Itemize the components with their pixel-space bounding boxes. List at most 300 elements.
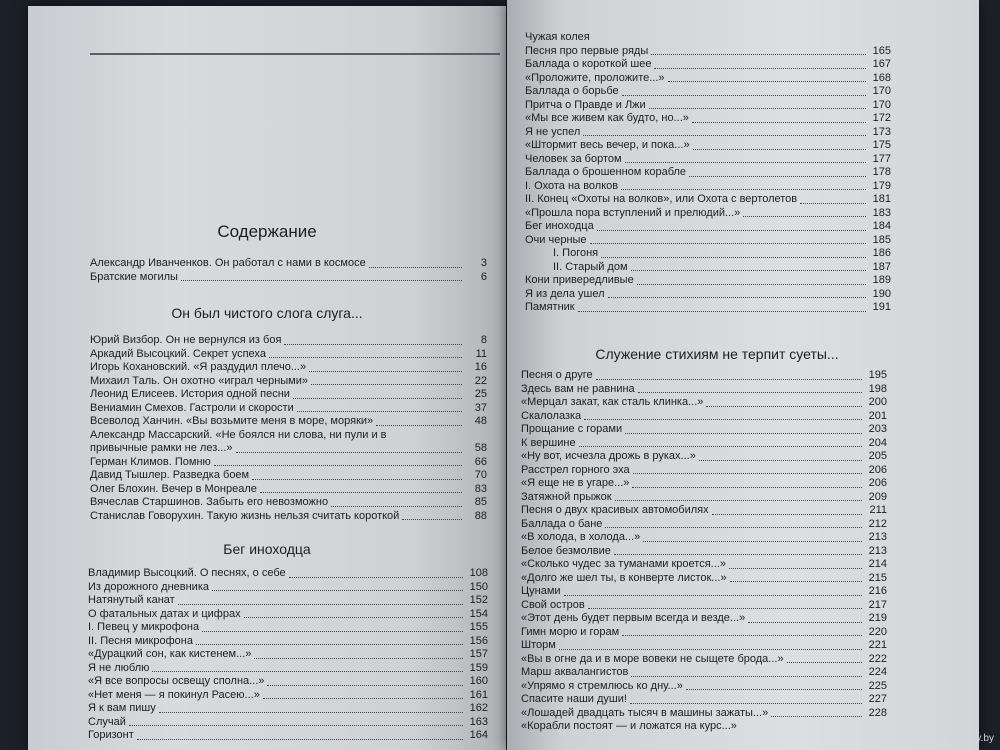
dot-leader <box>252 479 462 480</box>
toc-entry-page: 221 <box>868 639 887 651</box>
toc-entry <box>90 469 487 483</box>
toc-entry-page: 205 <box>868 450 887 462</box>
toc-entry-title: «Мерцал закат, как сталь клинка...» <box>521 396 704 408</box>
toc-entry-title: Баллада о брошенном корабле <box>525 166 687 178</box>
toc-entry <box>90 496 487 510</box>
toc-entry-title: Случай <box>88 715 126 728</box>
toc-entry <box>521 639 887 653</box>
toc-entry <box>521 410 887 424</box>
toc-entry <box>88 675 488 689</box>
toc-entry <box>521 545 887 559</box>
toc-entry-page: 48 <box>474 415 487 427</box>
toc-entry <box>525 139 891 153</box>
contents-title: Содержание <box>217 222 317 241</box>
dot-leader <box>730 581 862 582</box>
toc-entry-title: Натянутый канат <box>88 594 175 606</box>
dot-leader <box>632 487 862 488</box>
toc-entry-title: Я не успел <box>525 125 581 138</box>
toc-entry <box>525 234 891 248</box>
toc-entry-page: 159 <box>469 661 488 674</box>
toc-entry <box>90 510 487 524</box>
toc-entry-title: II. Старый дом <box>553 260 628 273</box>
dot-leader <box>771 716 862 717</box>
toc-entry <box>525 207 891 221</box>
dot-leader <box>236 452 462 453</box>
toc-entry <box>521 504 887 518</box>
dot-leader <box>712 514 862 515</box>
toc-entry-title: Александр Иванченков. Он работал с нами в космосе <box>90 257 366 269</box>
toc-entry-title: Олег Блохин. Вечер в Монреале <box>90 482 257 495</box>
toc-entry-title: «Корабли постоят — и ложатся на курс...» <box>521 720 737 732</box>
header-rule <box>90 53 500 55</box>
toc-entry-page: 181 <box>872 193 891 205</box>
toc-entry-title: Белое безмолвие <box>521 544 611 557</box>
dot-leader <box>625 162 866 163</box>
toc-entry <box>90 402 487 416</box>
toc-entry-page: 16 <box>474 361 487 373</box>
toc-entry <box>521 666 887 680</box>
toc-entry-page: 220 <box>868 625 887 638</box>
toc-entry <box>525 301 891 315</box>
toc-entry-page: 204 <box>868 436 887 449</box>
dot-leader <box>196 644 463 645</box>
toc-entry <box>525 166 891 180</box>
toc-entry-title: Памятник <box>525 301 575 313</box>
toc-entry <box>525 99 891 113</box>
toc-entry-page: 184 <box>872 220 891 232</box>
toc-entry <box>88 729 488 743</box>
section-title-2: Бег иноходца <box>223 541 311 557</box>
section-title-3: Служение стихиям не терпит суеты... <box>595 346 839 362</box>
toc-entry-page: 168 <box>872 71 891 84</box>
toc-entry <box>521 464 887 478</box>
toc-entry <box>521 558 887 572</box>
dot-leader <box>605 527 862 528</box>
toc-entry-page: 156 <box>469 634 488 647</box>
toc-entry <box>88 581 488 595</box>
toc-entry <box>521 599 887 613</box>
toc-entry <box>525 45 891 59</box>
toc-entry-page: 191 <box>872 301 891 313</box>
toc-entry <box>90 429 487 443</box>
toc-entry-title: Я к вам пишу <box>88 702 156 714</box>
toc-entry-title: I. Погоня <box>553 247 599 259</box>
dot-leader <box>584 419 862 420</box>
dot-leader <box>601 257 866 258</box>
toc-entry-title: Человек за бортом <box>525 152 622 165</box>
dot-leader <box>743 216 866 217</box>
toc-entry <box>525 220 891 234</box>
toc-entry <box>90 388 487 402</box>
toc-entry-page: 25 <box>474 388 487 400</box>
dot-leader <box>129 725 463 726</box>
toc-entry-title: Свой остров <box>521 598 585 611</box>
toc-entry-title: Братские могилы <box>90 270 178 283</box>
toc-entry-page: 162 <box>469 702 488 714</box>
toc-entry-page: 187 <box>872 260 891 273</box>
dot-leader <box>596 379 862 380</box>
toc-entry-title: Михаил Таль. Он охотно «играл черными» <box>90 374 309 387</box>
toc-entry <box>525 58 891 72</box>
toc-entry <box>521 693 887 707</box>
toc-intro-list <box>90 257 487 284</box>
toc-entry-page: 164 <box>469 729 488 741</box>
toc-entry-page: 206 <box>868 477 887 489</box>
dot-leader <box>583 135 866 136</box>
toc-entry-title: «Долго же шел ты, в конверте листок...» <box>521 571 727 584</box>
toc-entry <box>90 415 487 429</box>
toc-entry-title: Гимн морю и горам <box>521 625 620 638</box>
toc-entry-title: Я не люблю <box>88 661 150 674</box>
toc-entry-page: 170 <box>872 98 891 111</box>
toc-entry-title: Шторм <box>521 639 556 651</box>
toc-entry-page: 108 <box>469 567 488 579</box>
toc-entry-page: 154 <box>469 607 488 620</box>
toc-entry-title: «Проложите, проложите...» <box>525 71 665 84</box>
toc-entry-page: 203 <box>868 423 887 435</box>
dot-leader <box>267 685 463 686</box>
toc-entry-page: 175 <box>872 139 891 151</box>
toc-entry-page: 155 <box>469 621 488 633</box>
toc-entry-title: Чужая колея <box>525 31 590 43</box>
toc-entry-page: 225 <box>868 679 887 692</box>
toc-entry-title: О фатальных датах и цифрах <box>88 607 241 620</box>
dot-leader <box>564 595 862 596</box>
toc-entry-page: 198 <box>868 382 887 395</box>
toc-entry-page: 150 <box>469 580 488 593</box>
toc-entry <box>90 334 487 348</box>
toc-entry <box>521 572 887 586</box>
toc-entry-title: «Прошла пора вступлений и прелюдий...» <box>525 206 741 219</box>
dot-leader <box>178 604 463 605</box>
toc-section-3-list <box>521 369 887 734</box>
toc-entry <box>90 348 487 362</box>
toc-entry-title: «В холода, в холода...» <box>521 531 641 543</box>
dot-leader <box>649 108 866 109</box>
toc-entry-title: Скалолазка <box>521 409 582 422</box>
toc-entry <box>88 608 488 622</box>
dot-leader <box>309 371 462 372</box>
dot-leader <box>631 676 862 677</box>
dot-leader <box>706 406 862 407</box>
toc-section-2-list <box>88 567 488 743</box>
toc-entry <box>88 662 488 676</box>
toc-entry-page: 186 <box>872 247 891 259</box>
dot-leader <box>137 739 463 740</box>
toc-entry <box>525 126 891 140</box>
toc-entry-page: 3 <box>480 257 487 269</box>
toc-entry-title: Всеволод Ханчин. «Вы возьмите меня в море, моряки» <box>90 415 374 427</box>
dot-leader <box>311 384 462 385</box>
dot-leader <box>269 357 462 358</box>
toc-entry-page: 227 <box>868 693 887 705</box>
toc-entry-page: 216 <box>868 585 887 597</box>
toc-entry-title: Кони привередливые <box>525 274 634 286</box>
toc-entry <box>521 653 887 667</box>
toc-entry <box>521 396 887 410</box>
toc-entry <box>521 585 887 599</box>
toc-entry-page: 222 <box>868 652 887 665</box>
toc-entry-page: 8 <box>480 334 487 346</box>
dot-leader <box>579 446 862 447</box>
toc-entry-title: Баллада о бане <box>521 517 603 530</box>
toc-entry <box>521 477 887 491</box>
dot-leader <box>800 203 866 204</box>
toc-entry <box>90 442 487 456</box>
toc-entry-title: Юрий Визбор. Он не вернулся из боя <box>90 334 282 346</box>
toc-entry-title: «Этот день будет первым всегда и везде...» <box>521 612 746 624</box>
dot-leader <box>559 649 862 650</box>
toc-entry-title: К вершине <box>521 436 576 449</box>
toc-entry-page: 209 <box>868 490 887 503</box>
toc-entry <box>521 531 887 545</box>
toc-entry <box>521 369 887 383</box>
toc-entry-title: «Лошадей двадцать тысяч в машины зажаты...» <box>521 706 769 719</box>
toc-entry <box>90 271 487 285</box>
toc-entry-title: «Вы в огне да и в море вовеки не сыщете брода...» <box>521 652 784 665</box>
toc-entry-title: Притча о Правде и Лжи <box>525 98 646 111</box>
toc-entry <box>521 720 887 734</box>
toc-entry-title: Горизонт <box>88 729 134 741</box>
toc-entry-title: Владимир Высоцкий. О песнях, о себе <box>88 567 286 579</box>
toc-entry <box>521 437 887 451</box>
toc-entry <box>90 361 487 375</box>
toc-entry-title: Бег иноходца <box>525 220 594 232</box>
dot-leader <box>214 465 462 466</box>
dot-leader <box>689 176 866 177</box>
toc-entry-page: 224 <box>868 666 887 678</box>
dot-leader <box>369 267 462 268</box>
toc-section-1-list <box>90 334 487 523</box>
toc-entry-page: 11 <box>475 347 487 360</box>
toc-entry-title: «Я еще не в угаре...» <box>521 477 630 489</box>
toc-entry-title: Песня про первые ряды <box>525 44 649 57</box>
dot-leader <box>597 230 866 231</box>
toc-entry-title: Марш аквалангистов <box>521 666 629 678</box>
toc-entry-title: Баллада о короткой шее <box>525 58 652 70</box>
toc-entry <box>525 274 891 288</box>
toc-entry <box>521 680 887 694</box>
toc-entry-page: 213 <box>868 531 887 543</box>
dot-leader <box>615 500 862 501</box>
toc-entry-page: 214 <box>868 558 887 570</box>
dot-leader <box>588 608 862 609</box>
dot-leader <box>202 631 463 632</box>
toc-entry-page: 212 <box>868 517 887 530</box>
toc-entry-page: 179 <box>872 179 891 192</box>
toc-entry-page: 201 <box>868 409 887 422</box>
dot-leader <box>578 311 866 312</box>
toc-entry <box>525 31 891 45</box>
dot-leader <box>729 568 862 569</box>
toc-entry-title: Из дорожного дневника <box>88 580 209 593</box>
dot-leader <box>297 411 462 412</box>
toc-entry <box>525 261 891 275</box>
toc-entry <box>90 375 487 389</box>
toc-entry-page: 165 <box>872 44 891 57</box>
toc-entry-title: Песня о двух красивых автомобилях <box>521 504 709 516</box>
toc-entry-title: II. Песня микрофона <box>88 634 193 647</box>
toc-entry-page: 167 <box>872 58 891 70</box>
toc-entry-page: 195 <box>868 369 887 381</box>
toc-entry <box>525 153 891 167</box>
toc-entry-title: Спасите наши души! <box>521 693 627 705</box>
toc-entry-title: Станислав Говорухин. Такую жизнь нельзя считать короткой <box>90 509 400 522</box>
toc-entry <box>525 180 891 194</box>
toc-entry-title: «Ну вот, исчезла дрожь в руках...» <box>521 450 696 462</box>
dot-leader <box>643 541 862 542</box>
dot-leader <box>293 398 462 399</box>
dot-leader <box>699 460 862 461</box>
dot-leader <box>331 506 462 507</box>
dot-leader <box>631 270 866 271</box>
toc-entry-title: привычные рамки не лез...» <box>90 442 233 454</box>
dot-leader <box>693 149 866 150</box>
toc-entry <box>88 594 488 608</box>
toc-entry-page: 70 <box>474 469 487 481</box>
dot-leader <box>651 54 866 55</box>
dot-leader <box>630 703 862 704</box>
toc-continued-list <box>525 31 891 315</box>
toc-entry <box>88 702 488 716</box>
toc-entry-page: 206 <box>868 463 887 476</box>
toc-entry-page: 189 <box>872 274 891 286</box>
section-title-1: Он был чистого слога слуга... <box>171 305 363 321</box>
dot-leader <box>159 712 463 713</box>
toc-entry-page: 88 <box>474 509 487 522</box>
toc-entry-title: «Нет меня — я покинул Расею...» <box>88 688 260 701</box>
dot-leader <box>692 122 866 123</box>
dot-leader <box>637 284 866 285</box>
toc-entry-page: 183 <box>872 206 891 219</box>
dot-leader <box>289 577 463 578</box>
toc-entry-page: 157 <box>469 648 488 660</box>
dot-leader <box>686 689 862 690</box>
toc-entry-page: 190 <box>872 287 891 300</box>
dot-leader <box>654 68 866 69</box>
toc-entry <box>521 518 887 532</box>
dot-leader <box>244 617 463 618</box>
toc-entry-page: 211 <box>869 504 887 516</box>
toc-entry <box>525 247 891 261</box>
toc-entry-page: 58 <box>474 442 487 454</box>
toc-entry-title: Игорь Кохановский. «Я раздудил плечо...» <box>90 361 307 373</box>
toc-entry-page: 37 <box>474 401 487 414</box>
toc-entry-page: 170 <box>872 85 891 97</box>
toc-entry-title: Затяжной прыжок <box>521 490 612 503</box>
toc-entry-page: 219 <box>868 612 887 624</box>
dot-leader <box>376 425 462 426</box>
toc-entry-title: «Я все вопросы освещу сполна...» <box>88 675 265 687</box>
toc-entry-page: 178 <box>872 166 891 178</box>
toc-entry <box>90 257 487 271</box>
toc-entry <box>88 635 488 649</box>
toc-entry-title: «Мы все живем как будто, но...» <box>525 112 689 124</box>
dot-leader <box>212 590 463 591</box>
dot-leader <box>622 95 866 96</box>
toc-entry-title: Цунами <box>521 585 561 597</box>
toc-entry <box>88 716 488 730</box>
toc-entry-page: 22 <box>474 374 487 387</box>
toc-entry-page: 173 <box>872 125 891 138</box>
toc-entry-title: Александр Массарский. «Не боялся ни слова, ни пули и в <box>90 428 387 441</box>
dot-leader <box>402 519 462 520</box>
dot-leader <box>638 392 862 393</box>
toc-entry-page: 85 <box>474 496 487 508</box>
toc-entry <box>525 112 891 126</box>
toc-entry-title: I. Охота на волков <box>525 179 619 192</box>
toc-entry-page: 217 <box>868 598 887 611</box>
dot-leader <box>152 671 463 672</box>
toc-entry <box>90 483 487 497</box>
dot-leader <box>590 243 866 244</box>
toc-entry-title: Прощание с горами <box>521 423 623 435</box>
toc-entry <box>88 567 488 581</box>
toc-entry-title: «Штормит весь вечер, и пока...» <box>525 139 690 151</box>
toc-entry-title: «Сколько чудес за туманами кроется...» <box>521 558 726 570</box>
toc-entry-page: 152 <box>469 594 488 606</box>
toc-entry-title: Аркадий Высоцкий. Секрет успеха <box>90 347 266 360</box>
toc-entry-title: II. Конец «Охоты на волков», или Охота с вертолетов <box>525 193 798 205</box>
toc-entry-page: 6 <box>480 270 487 283</box>
dot-leader <box>614 554 862 555</box>
toc-entry <box>521 626 887 640</box>
toc-entry <box>521 707 887 721</box>
toc-entry-title: Вячеслав Старшинов. Забыть его невозможно <box>90 496 329 508</box>
toc-entry-title: «Дурацкий сон, как кистенем...» <box>88 648 252 660</box>
watermark-text: www.ay.by <box>946 733 994 744</box>
toc-entry-page: 161 <box>469 688 488 701</box>
toc-entry <box>521 491 887 505</box>
toc-entry-title: Леонид Елисеев. История одной песни <box>90 388 290 400</box>
left-page <box>28 6 506 750</box>
toc-entry <box>525 85 891 99</box>
toc-entry-title: Здесь вам не равнина <box>521 382 635 395</box>
toc-entry <box>88 621 488 635</box>
toc-entry-title: Герман Климов. Помню <box>90 455 211 468</box>
toc-entry <box>88 689 488 703</box>
toc-entry-page: 185 <box>872 233 891 246</box>
toc-entry-page: 228 <box>868 706 887 719</box>
toc-entry <box>90 456 487 470</box>
toc-entry-page: 172 <box>872 112 891 124</box>
toc-entry-title: Вениамин Смехов. Гастроли и скорости <box>90 401 294 414</box>
dot-leader <box>621 189 866 190</box>
dot-leader <box>668 81 866 82</box>
toc-entry-title: Давид Тышлер. Разведка боем <box>90 469 250 481</box>
toc-entry-page: 83 <box>474 482 487 495</box>
toc-entry-title: «Упрямо я стремлюсь ко дну...» <box>521 679 683 692</box>
dot-leader <box>263 698 463 699</box>
dot-leader <box>633 473 862 474</box>
toc-entry <box>521 423 887 437</box>
toc-entry <box>525 193 891 207</box>
toc-entry <box>525 288 891 302</box>
dot-leader <box>608 297 866 298</box>
dot-leader <box>254 658 463 659</box>
toc-entry-title: Расстрел горного эха <box>521 463 630 476</box>
toc-entry-title: I. Певец у микрофона <box>88 621 200 633</box>
right-page <box>507 0 979 750</box>
dot-leader <box>787 662 862 663</box>
toc-entry <box>521 450 887 464</box>
toc-entry-page: 200 <box>868 396 887 408</box>
toc-entry-page: 177 <box>872 152 891 165</box>
toc-entry-title: Я из дела ушел <box>525 287 605 300</box>
toc-entry-title: Баллада о борьбе <box>525 85 619 97</box>
toc-entry-page: 66 <box>474 455 487 468</box>
toc-entry-page: 160 <box>469 675 488 687</box>
